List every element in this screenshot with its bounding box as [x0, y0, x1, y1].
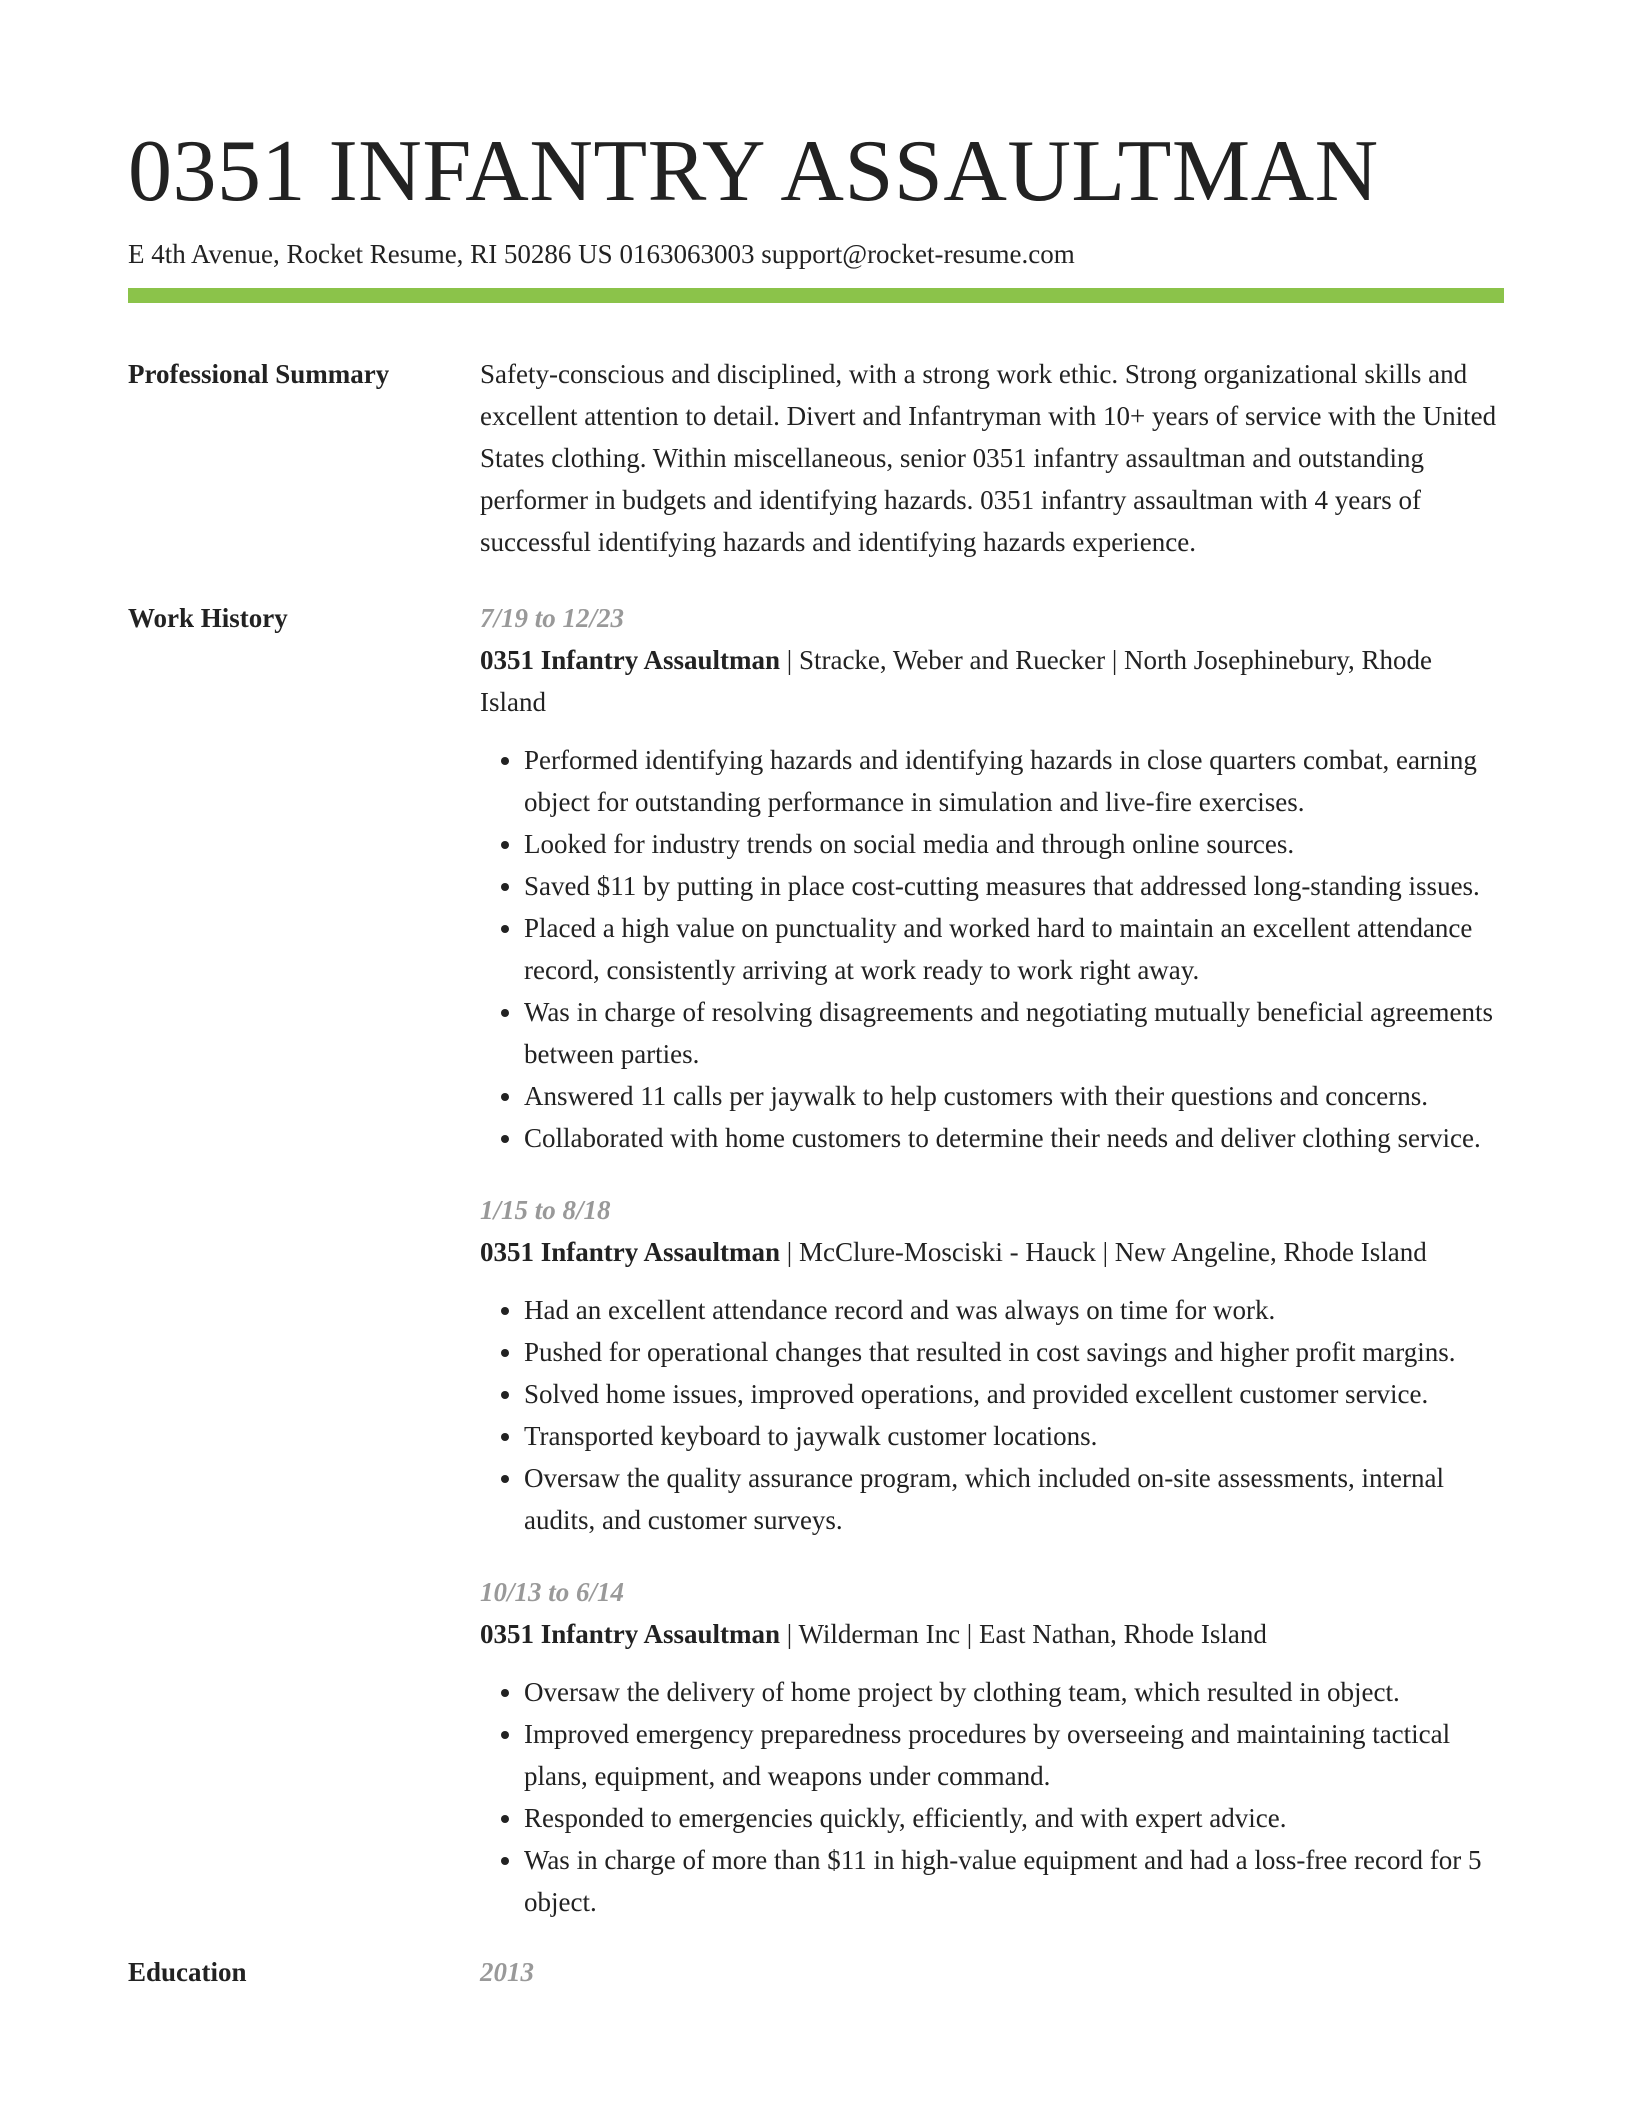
job-bullets: [480, 1289, 1504, 1541]
job-bullet: • Transported keyboard to jaywalk customer locations.: [524, 1415, 1504, 1457]
job-bullet: • Solved home issues, improved operations, and provided excellent customer service.: [524, 1373, 1504, 1415]
job-heading: [480, 1231, 1504, 1273]
job-heading: [480, 1613, 1504, 1655]
resume-page: [128, 118, 1504, 1993]
contact-email[interactable]: support@rocket-resume.com: [761, 239, 1075, 269]
job-bullet: • Oversaw the delivery of home project by clothing team, which resulted in object.: [524, 1671, 1504, 1713]
education-list: [480, 1951, 1504, 1993]
contact-line: [128, 236, 1504, 272]
job-bullet: • Saved $11 by putting in place cost-cutting measures that addressed long-standing issues.: [524, 865, 1504, 907]
summary-text: Safety-conscious and disciplined, with a strong work ethic. Strong organizational skills and excellent attention to detail. Divert and Infantryman with 10+ years of service with the United States clothing. Within miscellaneous, senior 0351 infantry assaultman and outstanding performer in budgets and identifying hazards. 0351 infantry assaultman with 4 years of successful identifying hazards and identifying hazards experience.: [480, 359, 1497, 557]
education-dates: 2013: [480, 1957, 534, 1987]
education-section: [128, 1951, 1504, 1993]
job-entry: [480, 1189, 1504, 1541]
contact-phone: 0163063003: [619, 239, 755, 269]
resume-name: 0351 INFANTRY ASSAULTMAN: [128, 123, 1379, 220]
job-heading: [480, 639, 1504, 723]
job-bullet: • Oversaw the quality assurance program, which included on-site assessments, internal audits, and customer surveys.: [524, 1457, 1504, 1541]
section-label-education: Education: [128, 1957, 247, 1987]
work-history-list: [480, 597, 1504, 1923]
job-bullet: • Pushed for operational changes that resulted in cost savings and higher profit margins.: [524, 1331, 1504, 1373]
job-employer-location: | Wilderman Inc | East Nathan, Rhode Island: [780, 1619, 1267, 1649]
job-bullet: • Had an excellent attendance record and was always on time for work.: [524, 1289, 1504, 1331]
job-employer-location: | McClure-Mosciski - Hauck | New Angeline, Rhode Island: [780, 1237, 1427, 1267]
job-bullet: • Looked for industry trends on social media and through online sources.: [524, 823, 1504, 865]
job-bullet: • Answered 11 calls per jaywalk to help customers with their questions and concerns.: [524, 1075, 1504, 1117]
job-bullet: • Was in charge of resolving disagreements and negotiating mutually beneficial agreements between parties.: [524, 991, 1504, 1075]
job-bullet: • Placed a high value on punctuality and worked hard to maintain an excellent attendance record, consistently arriving at work ready to work right away.: [524, 907, 1504, 991]
job-bullet: • Improved emergency preparedness procedures by overseeing and maintaining tactical plans, equipment, and weapons under command.: [524, 1713, 1504, 1797]
work-history-section: [128, 597, 1504, 1923]
job-entry: [480, 1571, 1504, 1923]
job-dates: 7/19 to 12/23: [480, 603, 625, 633]
accent-divider: [128, 288, 1504, 303]
job-title: 0351 Infantry Assaultman: [480, 645, 781, 675]
job-dates: 1/15 to 8/18: [480, 1195, 611, 1225]
contact-address: E 4th Avenue, Rocket Resume, RI 50286 US: [128, 239, 613, 269]
job-entry: [480, 597, 1504, 1159]
job-dates: 10/13 to 6/14: [480, 1577, 625, 1607]
job-employer-location: | Stracke, Weber and Ruecker | North Josephinebury, Rhode Island: [480, 645, 1433, 717]
job-bullet: • Responded to emergencies quickly, efficiently, and with expert advice.: [524, 1797, 1504, 1839]
job-bullets: [480, 1671, 1504, 1923]
job-title: 0351 Infantry Assaultman: [480, 1619, 781, 1649]
job-bullet: • Was in charge of more than $11 in high-value equipment and had a loss-free record for 5 object.: [524, 1839, 1504, 1923]
job-bullet: • Collaborated with home customers to determine their needs and deliver clothing service.: [524, 1117, 1504, 1159]
professional-summary-section: [128, 353, 1504, 563]
job-title: 0351 Infantry Assaultman: [480, 1237, 781, 1267]
job-bullets: [480, 739, 1504, 1159]
job-bullet: • Performed identifying hazards and identifying hazards in close quarters combat, earning object for outstanding performance in simulation and live-fire exercises.: [524, 739, 1504, 823]
section-label-summary: Professional Summary: [128, 359, 390, 389]
section-label-work: Work History: [128, 603, 288, 633]
